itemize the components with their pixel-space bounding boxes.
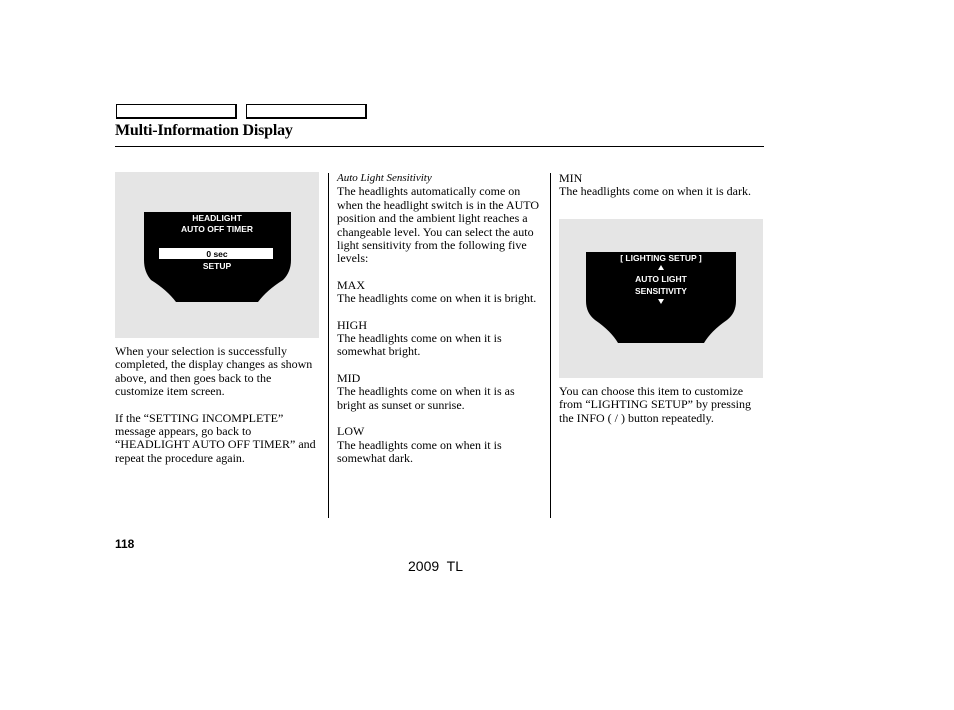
paragraph-choose-item: You can choose this item to customize from “LIGHTING SETUP” by pressing the INFO ( / ) button repeatedly. [559,384,751,425]
level-min [559,172,759,199]
screen-line-setup: SETUP [202,261,232,271]
display-screen-2 [559,219,763,378]
level-name: MIN [559,171,583,185]
level-description: The headlights come on when it is bright. [337,291,537,306]
header-tab-left [116,104,237,119]
display-figure-headlight-timer [115,172,319,338]
level-name: HIGH [337,317,367,332]
section-heading-auto-light-sensitivity: Auto Light Sensitivity [337,172,432,184]
level-description: The headlights come on when it is as bright as sunset or sunrise. [337,384,515,412]
page-number: 118 [115,537,135,551]
header-rule [115,146,764,147]
screen-line-auto-light: AUTO LIGHT [635,274,687,284]
level-mid [337,372,542,412]
level-low [337,425,542,465]
header-tab-right [246,104,367,119]
level-name: MAX [337,277,366,292]
screen-line-sensitivity: SENSITIVITY [635,286,687,296]
column-divider-2 [550,173,551,518]
paragraph-selection-complete: When your selection is successfully completed, the display changes as shown above, and then goes back to the customize item screen. [115,344,313,399]
column-1 [115,345,320,478]
column-3-bottom [559,385,759,438]
level-name: MID [337,370,361,385]
display-screen-1 [115,172,319,338]
level-max [337,279,542,306]
page-title: Multi-Information Display [115,122,293,139]
level-high [337,319,542,359]
footer-model: 2009 TL [408,558,464,574]
display-figure-lighting-setup [559,219,763,378]
paragraph-setting-incomplete: If the “SETTING INCOMPLETE” message appears, go back to “HEADLIGHT AUTO OFF TIMER” and repeat the procedure again. [115,410,316,465]
paragraph-auto-light-intro: The headlights automatically come on when the headlight switch is in the AUTO position and the ambient light reaches a changeable level. You can select the auto light sensitivity from the following five levels: [337,184,540,266]
screen-line-lighting-setup: [ LIGHTING SETUP ] [620,253,702,263]
level-name: LOW [337,424,365,439]
level-description: The headlights come on when it is somewhat dark. [337,437,502,465]
screen-selected-value: 0 sec [206,249,228,259]
level-description: The headlights come on when it is dark. [559,184,751,199]
screen-line-headlight: HEADLIGHT [192,213,242,223]
column-divider-1 [328,173,329,518]
screen-line-auto-off-timer: AUTO OFF TIMER [180,224,254,234]
column-3 [559,172,759,212]
level-description: The headlights come on when it is somewhat bright. [337,331,502,359]
column-2 [337,172,542,478]
